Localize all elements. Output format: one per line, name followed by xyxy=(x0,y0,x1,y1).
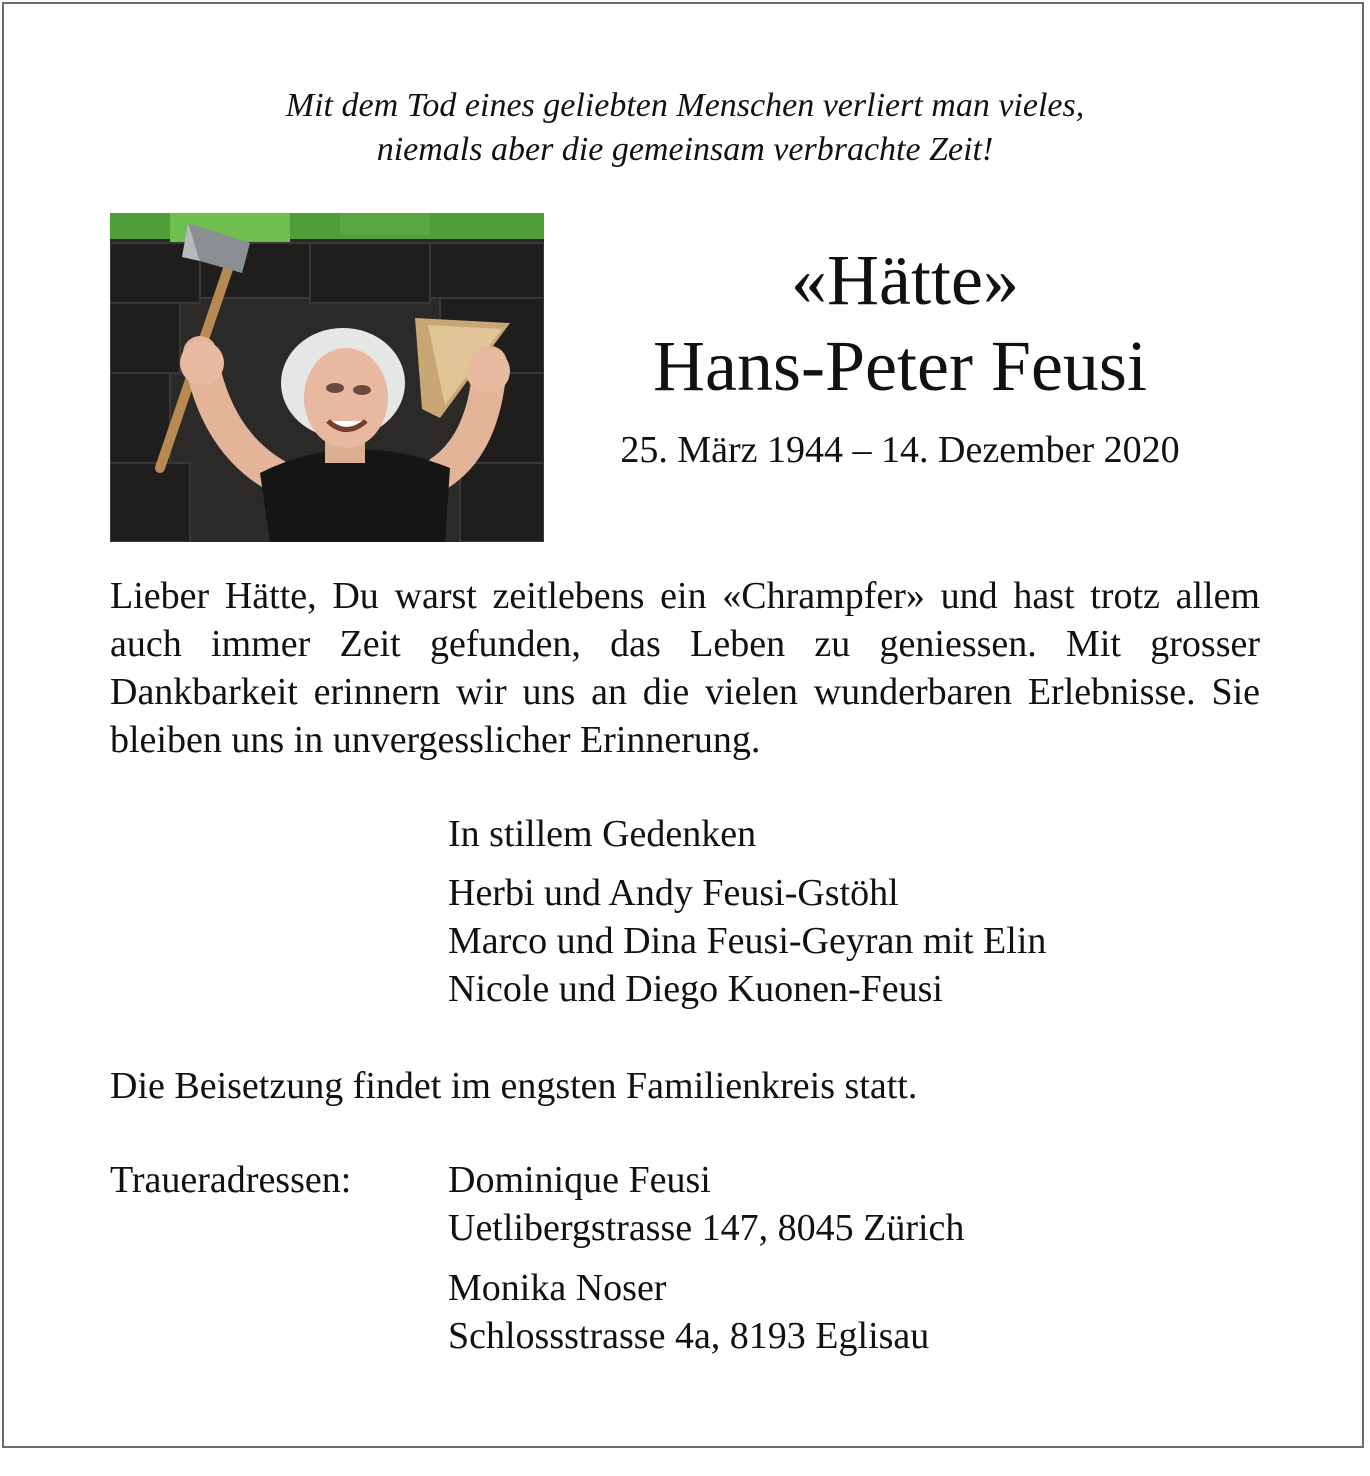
motto-line-2: niemals aber die gemeinsam verbrachte Zeit! xyxy=(376,131,994,168)
nickname: «Hätte» xyxy=(791,240,1019,320)
motto-line-1: Mit dem Tod eines geliebten Menschen verliert man vieles, xyxy=(285,87,1085,124)
mourner-name: Nicole und Diego Kuonen-Feusi xyxy=(448,968,943,1010)
life-dates: 25. März 1944 – 14. Dezember 2020 xyxy=(620,429,1180,471)
deceased-name: Hans-Peter Feusi xyxy=(653,326,1147,406)
address-name: Dominique Feusi xyxy=(448,1159,711,1201)
memorial-message: Lieber Hätte, Du warst zeitlebens ein «Chrampfer» und hast trotz allem auch immer Zeit gefunden, das Leben zu geniessen. Mit grosser Dankbarkeit erinnern wir uns an die vielen wunderbaren Erlebnisse. Sie bleiben uns in unvergesslicher Erinnerung. xyxy=(110,575,1260,761)
address-name: Monika Noser xyxy=(448,1267,667,1309)
mourner-name: Herbi und Andy Feusi-Gstöhl xyxy=(448,872,899,914)
addresses-label: Traueradressen: xyxy=(110,1159,352,1201)
mourners-heading: In stillem Gedenken xyxy=(448,813,757,855)
portrait-photo xyxy=(110,213,544,542)
funeral-note: Die Beisetzung findet im engsten Familienkreis statt. xyxy=(110,1065,918,1107)
address-street: Schlossstrasse 4a, 8193 Eglisau xyxy=(448,1315,930,1357)
address-street: Uetlibergstrasse 147, 8045 Zürich xyxy=(448,1207,965,1249)
mourner-name: Marco und Dina Feusi-Geyran mit Elin xyxy=(448,920,1047,962)
